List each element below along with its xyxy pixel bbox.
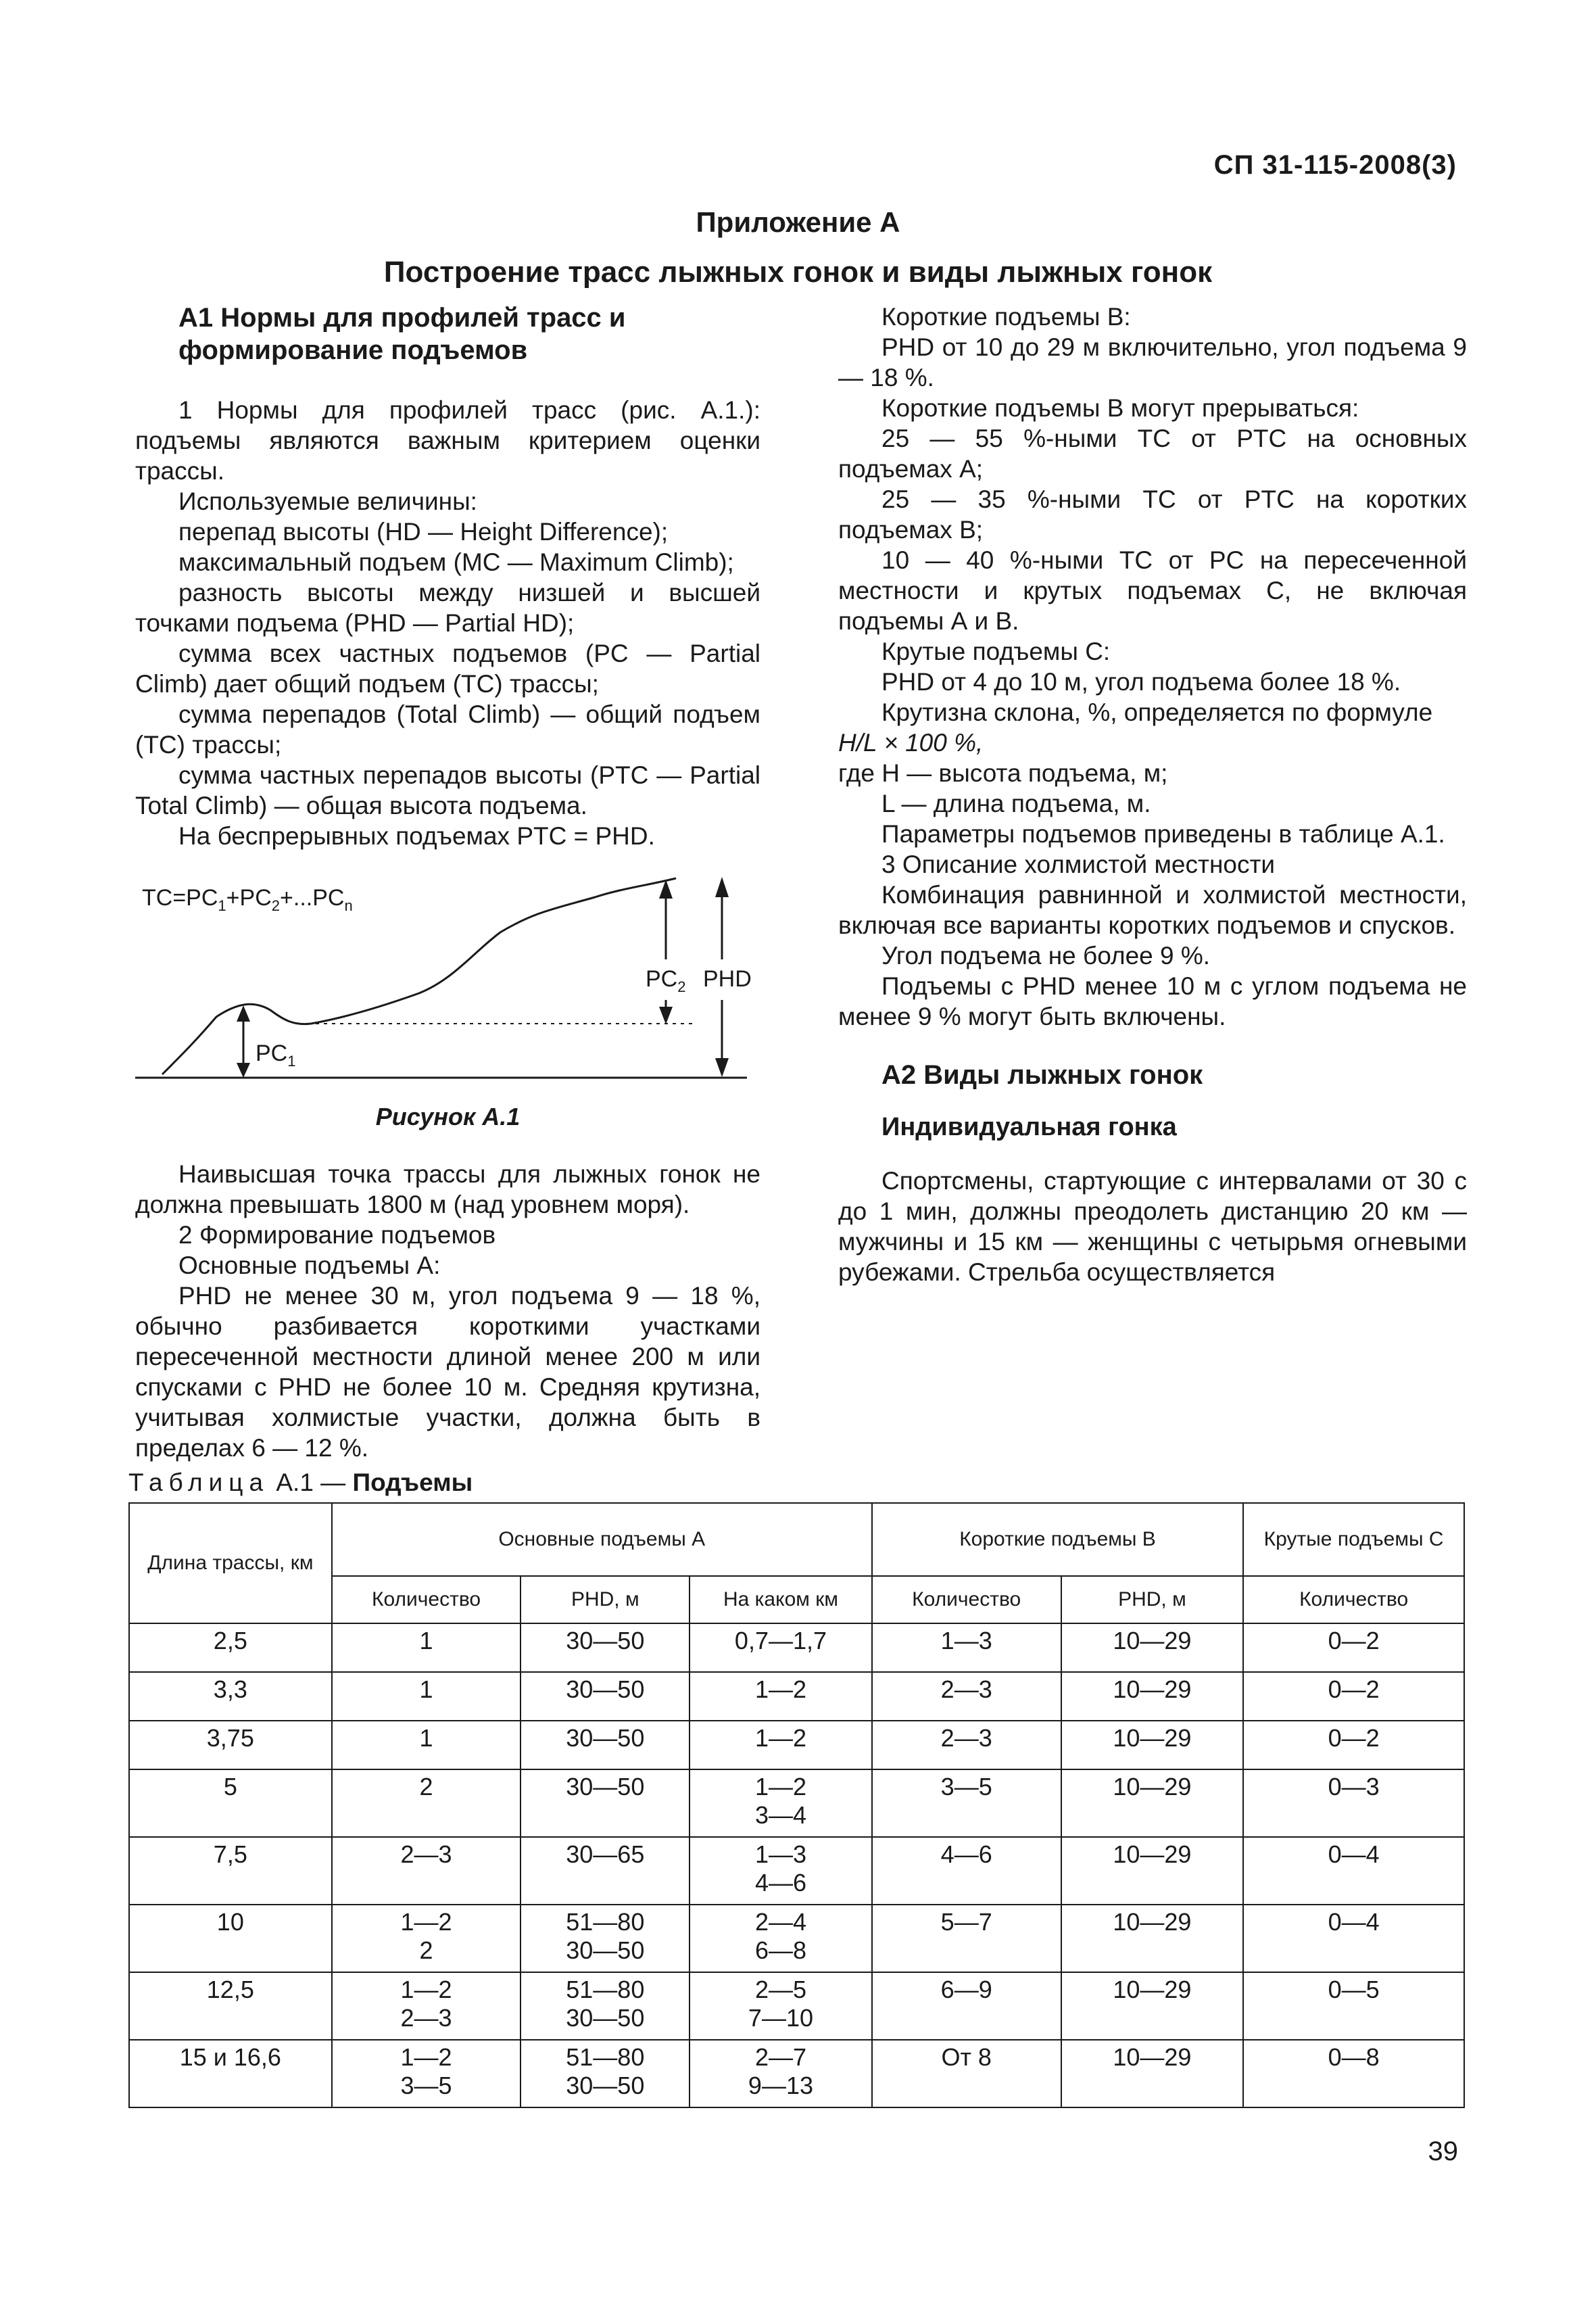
table-row xyxy=(129,1721,1464,1769)
paragraph: Спортсмены, стартующие с интервалами от 30 с до 1 мин, должны преодолеть дистанцию 20 км — мужчины и 15 км — женщины с четырьмя огневыми рубежами. Стрельба осуществляется xyxy=(838,1167,1467,1286)
table-cell: 1 xyxy=(332,1721,521,1769)
header-at-km: На каком км xyxy=(690,1576,872,1623)
pc2-label: $PC_2$ xyxy=(646,966,686,995)
paragraph: 3 Описание холмистой местности xyxy=(881,851,1276,878)
page-number: 39 xyxy=(1428,2137,1458,2166)
header-length: Длина трассы, км xyxy=(129,1503,332,1623)
table-cell: 10—29 xyxy=(1061,1837,1244,1905)
table-cell: 10—29 xyxy=(1061,1769,1244,1837)
paragraph: PHD от 4 до 10 м, угол подъема более 18 %. xyxy=(881,668,1401,696)
table-cell: 1—2 xyxy=(690,1721,872,1769)
table-row xyxy=(129,1837,1464,1905)
paragraph: Угол подъема не более 9 %. xyxy=(881,942,1211,970)
paragraph: сумма всех частных подъемов (PC — Partial Climb) дает общий подъем (TC) трассы; xyxy=(135,640,760,698)
table-cell: 30—50 xyxy=(521,1623,690,1672)
header-main-rises: Основные подъемы А xyxy=(332,1503,872,1576)
individual-race-heading: Индивидуальная гонка xyxy=(881,1113,1177,1141)
paragraph: максимальный подъем (МС — Maximum Climb); xyxy=(178,548,734,576)
table-cell: 0—3 xyxy=(1243,1769,1464,1837)
paragraph: где H — высота подъема, м; xyxy=(838,759,1168,787)
right-column xyxy=(838,302,1467,1287)
table-cell: 3—5 xyxy=(872,1769,1061,1837)
table-cell: 51—80 30—50 xyxy=(521,1972,690,2040)
table-cell: 2,5 xyxy=(129,1623,332,1672)
table-cell: 2—3 xyxy=(872,1721,1061,1769)
table-cell: 0—4 xyxy=(1243,1905,1464,1972)
phd-label: PHD xyxy=(703,966,752,992)
figure-a1 xyxy=(135,872,760,1095)
table-cell: 5—7 xyxy=(872,1905,1061,1972)
table-cell: 12,5 xyxy=(129,1972,332,2040)
slope-formula: H/L × 100 %, xyxy=(838,729,984,757)
table-cell: 51—80 30—50 xyxy=(521,2040,690,2107)
table-cell: 10—29 xyxy=(1061,1972,1244,2040)
table-cell: 1—2 2 xyxy=(332,1905,521,1972)
table-cell: 5 xyxy=(129,1769,332,1837)
table-row xyxy=(129,1623,1464,1672)
header-phd: PHD, м xyxy=(521,1576,690,1623)
table-cell: 7,5 xyxy=(129,1837,332,1905)
table-title-word: Таблица xyxy=(128,1469,270,1496)
paragraph: сумма перепадов (Total Climb) — общий подъем (TC) трассы; xyxy=(135,700,760,759)
header-short-rises: Короткие подъемы В xyxy=(872,1503,1243,1576)
paragraph: L — длина подъема, м. xyxy=(881,790,1151,817)
table-cell: 1—3 xyxy=(872,1623,1061,1672)
paragraph: Короткие подъемы В могут прерываться: xyxy=(881,394,1359,422)
table-cell: 2—4 6—8 xyxy=(690,1905,872,1972)
table-row xyxy=(129,1769,1464,1837)
paragraph: 25 — 35 %-ными ТС от PTC на коротких подъемах В; xyxy=(838,485,1467,544)
paragraph: Основные подъемы А: xyxy=(178,1251,441,1279)
table-cell: 2—5 7—10 xyxy=(690,1972,872,2040)
paragraph: PHD не менее 30 м, угол подъема 9 — 18 %, обычно разбивается короткими участками пересеченной местности длиной менее 200 м или спусками с PHD не более 10 м. Средняя крутизна, учитывая холмистые участки, должна быть в пределах 6 — 12 %. xyxy=(135,1282,760,1462)
table-cell: 2—3 xyxy=(872,1672,1061,1721)
paragraph: Комбинация равнинной и холмистой местности, включая все варианты коротких подъемов и спусков. xyxy=(838,881,1467,939)
table-cell: 2—3 xyxy=(332,1837,521,1905)
table-cell: 2—7 9—13 xyxy=(690,2040,872,2107)
paragraph: На беспрерывных подъемах PTC = PHD. xyxy=(178,822,655,850)
paragraph: 1 Нормы для профилей трасс (рис. А.1.): подъемы являются важным критерием оценки трассы. xyxy=(135,396,760,485)
section-a1-heading: А1 Нормы для профилей трасс и формирование подъемов xyxy=(178,303,626,365)
paragraph: 25 — 55 %-ными ТС от PTC на основных подъемах А; xyxy=(838,425,1467,483)
table-cell: 0—2 xyxy=(1243,1672,1464,1721)
table-row xyxy=(129,2040,1464,2107)
table-cell: 30—65 xyxy=(521,1837,690,1905)
pc1-label: $PC_1$ xyxy=(256,1041,296,1070)
table-title-name: Подъемы xyxy=(352,1469,473,1496)
document-code: СП 31-115-2008(3) xyxy=(1213,150,1457,180)
paragraph: Параметры подъемов приведены в таблице А.1. xyxy=(881,820,1445,848)
figure-caption: Рисунок А.1 xyxy=(375,1103,521,1130)
table-cell: 10—29 xyxy=(1061,1905,1244,1972)
table-cell: 0—5 xyxy=(1243,1972,1464,2040)
table-cell: 1—3 4—6 xyxy=(690,1837,872,1905)
paragraph: Крутые подъемы С: xyxy=(881,638,1111,665)
table-cell: 0—2 xyxy=(1243,1721,1464,1769)
header-count: Количество xyxy=(332,1576,521,1623)
climb-profile-diagram xyxy=(135,872,760,1095)
table-cell: 10 xyxy=(129,1905,332,1972)
table-cell: 1 xyxy=(332,1672,521,1721)
table-cell: 10—29 xyxy=(1061,1623,1244,1672)
table-cell: 0,7—1,7 xyxy=(690,1623,872,1672)
paragraph: 10 — 40 %-ными ТС от PC на пересеченной местности и крутых подъемах С, не включая подъемы А и В. xyxy=(838,546,1467,635)
table-row xyxy=(129,1672,1464,1721)
pc1-arrowhead-up xyxy=(237,1005,250,1022)
table-body xyxy=(129,1623,1464,2107)
figure-formula: $TC=PC_1+PC_2+...PC_n$ xyxy=(142,885,353,914)
table-cell: 4—6 xyxy=(872,1837,1061,1905)
table-cell: 1—2 3—4 xyxy=(690,1769,872,1837)
paragraph: Крутизна склона, %, определяется по формуле xyxy=(881,698,1433,726)
table-title-number: А.1 — xyxy=(269,1469,353,1496)
table-cell: 10—29 xyxy=(1061,1672,1244,1721)
table-cell: 0—2 xyxy=(1243,1623,1464,1672)
table-cell: 0—8 xyxy=(1243,2040,1464,2107)
header-count-b: Количество xyxy=(872,1576,1061,1623)
table-cell: 1—2 2—3 xyxy=(332,1972,521,2040)
table-cell: 10—29 xyxy=(1061,1721,1244,1769)
paragraph: Короткие подъемы В: xyxy=(881,303,1131,331)
paragraph: перепад высоты (HD — Height Difference); xyxy=(178,518,669,546)
table-cell: 51—80 30—50 xyxy=(521,1905,690,1972)
table-cell: 30—50 xyxy=(521,1721,690,1769)
table-cell: 1 xyxy=(332,1623,521,1672)
table-title xyxy=(128,1469,473,1497)
paragraph: PHD от 10 до 29 м включительно, угол подъема 9 — 18 %. xyxy=(838,333,1467,391)
table-cell: 6—9 xyxy=(872,1972,1061,2040)
pc2-arrowhead-down xyxy=(659,1007,673,1024)
table-cell: От 8 xyxy=(872,2040,1061,2107)
main-title: Построение трасс лыжных гонок и виды лыжных гонок xyxy=(383,256,1213,289)
paragraph: 2 Формирование подъемов xyxy=(178,1221,496,1249)
table-cell: 30—50 xyxy=(521,1769,690,1837)
header-count-c: Количество xyxy=(1243,1576,1464,1623)
table-cell: 10—29 xyxy=(1061,2040,1244,2107)
appendix-title: Приложение А xyxy=(696,206,900,238)
section-a2-heading: А2 Виды лыжных гонок xyxy=(881,1060,1203,1090)
paragraph: Подъемы с PHD менее 10 м с углом подъема не менее 9 % могут быть включены. xyxy=(838,972,1467,1030)
rises-table xyxy=(128,1502,1465,2108)
table-cell: 1—2 3—5 xyxy=(332,2040,521,2107)
header-steep-rises: Крутые подъемы С xyxy=(1243,1503,1464,1576)
paragraph: Наивысшая точка трассы для лыжных гонок не должна превышать 1800 м (над уровнем моря). xyxy=(135,1160,760,1218)
phd-arrowhead-up xyxy=(715,877,729,897)
phd-arrowhead-down xyxy=(715,1058,729,1077)
table-cell: 1—2 xyxy=(690,1672,872,1721)
left-column xyxy=(135,302,760,1463)
pc1-arrowhead-down xyxy=(237,1063,250,1078)
header-phd-b: PHD, м xyxy=(1061,1576,1244,1623)
table-cell: 3,75 xyxy=(129,1721,332,1769)
table-cell: 3,3 xyxy=(129,1672,332,1721)
table-row xyxy=(129,1972,1464,2040)
table-cell: 30—50 xyxy=(521,1672,690,1721)
table-cell: 15 и 16,6 xyxy=(129,2040,332,2107)
table-cell: 2 xyxy=(332,1769,521,1837)
paragraph: сумма частных перепадов высоты (PTC — Partial Total Climb) — общая высота подъема. xyxy=(135,761,760,819)
table-cell: 0—4 xyxy=(1243,1837,1464,1905)
paragraph: разность высоты между низшей и высшей точками подъема (PHD — Partial HD); xyxy=(135,579,760,637)
paragraph: Используемые величины: xyxy=(178,487,477,515)
table-row xyxy=(129,1905,1464,1972)
